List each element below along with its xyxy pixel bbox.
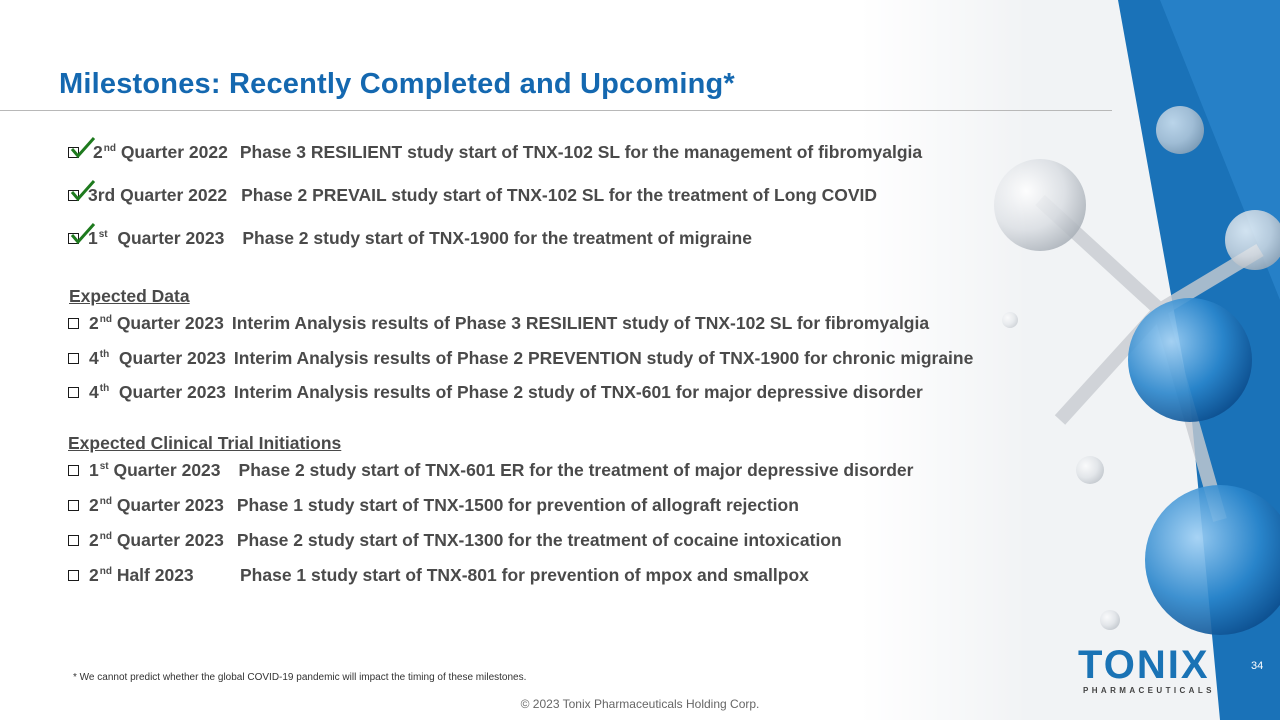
expected-trials-heading: Expected Clinical Trial Initiations [68, 433, 342, 453]
checked-box-icon [68, 147, 79, 158]
copyright: © 2023 Tonix Pharmaceuticals Holding Corp. [520, 697, 760, 711]
completed-milestone: 2nd Quarter 2022 Phase 3 RESILIENT study start of TNX-102 SL for the management of fibromyalgia [68, 140, 922, 164]
tonix-logo [1078, 643, 1215, 700]
logo-subtitle: PHARMACEUTICALS [1083, 686, 1215, 695]
completed-milestone: 1st Quarter 2023 Phase 2 study start of TNX-1900 for the treatment of migraine [68, 226, 752, 250]
checkbox-icon [68, 318, 79, 329]
expected-data-item: 4th Quarter 2023 Interim Analysis results of Phase 2 PREVENTION study of TNX-1900 for chronic migraine [68, 346, 973, 370]
checkbox-icon [68, 500, 79, 511]
checkbox-icon [68, 535, 79, 546]
completed-milestone: 3rd Quarter 2022 Phase 2 PREVAIL study start of TNX-102 SL for the treatment of Long COVID [68, 183, 877, 207]
checkbox-icon [68, 387, 79, 398]
expected-data-item: 2nd Quarter 2023 Interim Analysis results of Phase 3 RESILIENT study of TNX-102 SL for fibromyalgia [68, 311, 929, 335]
checked-box-icon [68, 190, 79, 201]
expected-data-heading: Expected Data [69, 286, 190, 306]
page-number: 34 [1251, 660, 1264, 672]
logo-wordmark: TONIX [1078, 643, 1210, 687]
checkbox-icon [68, 353, 79, 364]
footnote: * We cannot predict whether the global COVID-19 pandemic will impact the timing of these milestones. [73, 672, 527, 683]
slide-title: Milestones: Recently Completed and Upcoming* [59, 68, 735, 100]
expected-trial-item: 1st Quarter 2023 Phase 2 study start of TNX-601 ER for the treatment of major depressive disorder [68, 458, 913, 482]
expected-data-item: 4th Quarter 2023 Interim Analysis results of Phase 2 study of TNX-601 for major depressive disorder [68, 380, 923, 404]
expected-trial-item: 2nd Quarter 2023 Phase 2 study start of TNX-1300 for the treatment of cocaine intoxication [68, 528, 842, 552]
checkbox-icon [68, 465, 79, 476]
checkbox-icon [68, 570, 79, 581]
expected-trial-item: 2nd Quarter 2023 Phase 1 study start of TNX-1500 for prevention of allograft rejection [68, 493, 799, 517]
checked-box-icon [68, 233, 79, 244]
title-divider [0, 110, 1112, 111]
expected-trial-item: 2nd Half 2023 Phase 1 study start of TNX-801 for prevention of mpox and smallpox [68, 563, 809, 587]
